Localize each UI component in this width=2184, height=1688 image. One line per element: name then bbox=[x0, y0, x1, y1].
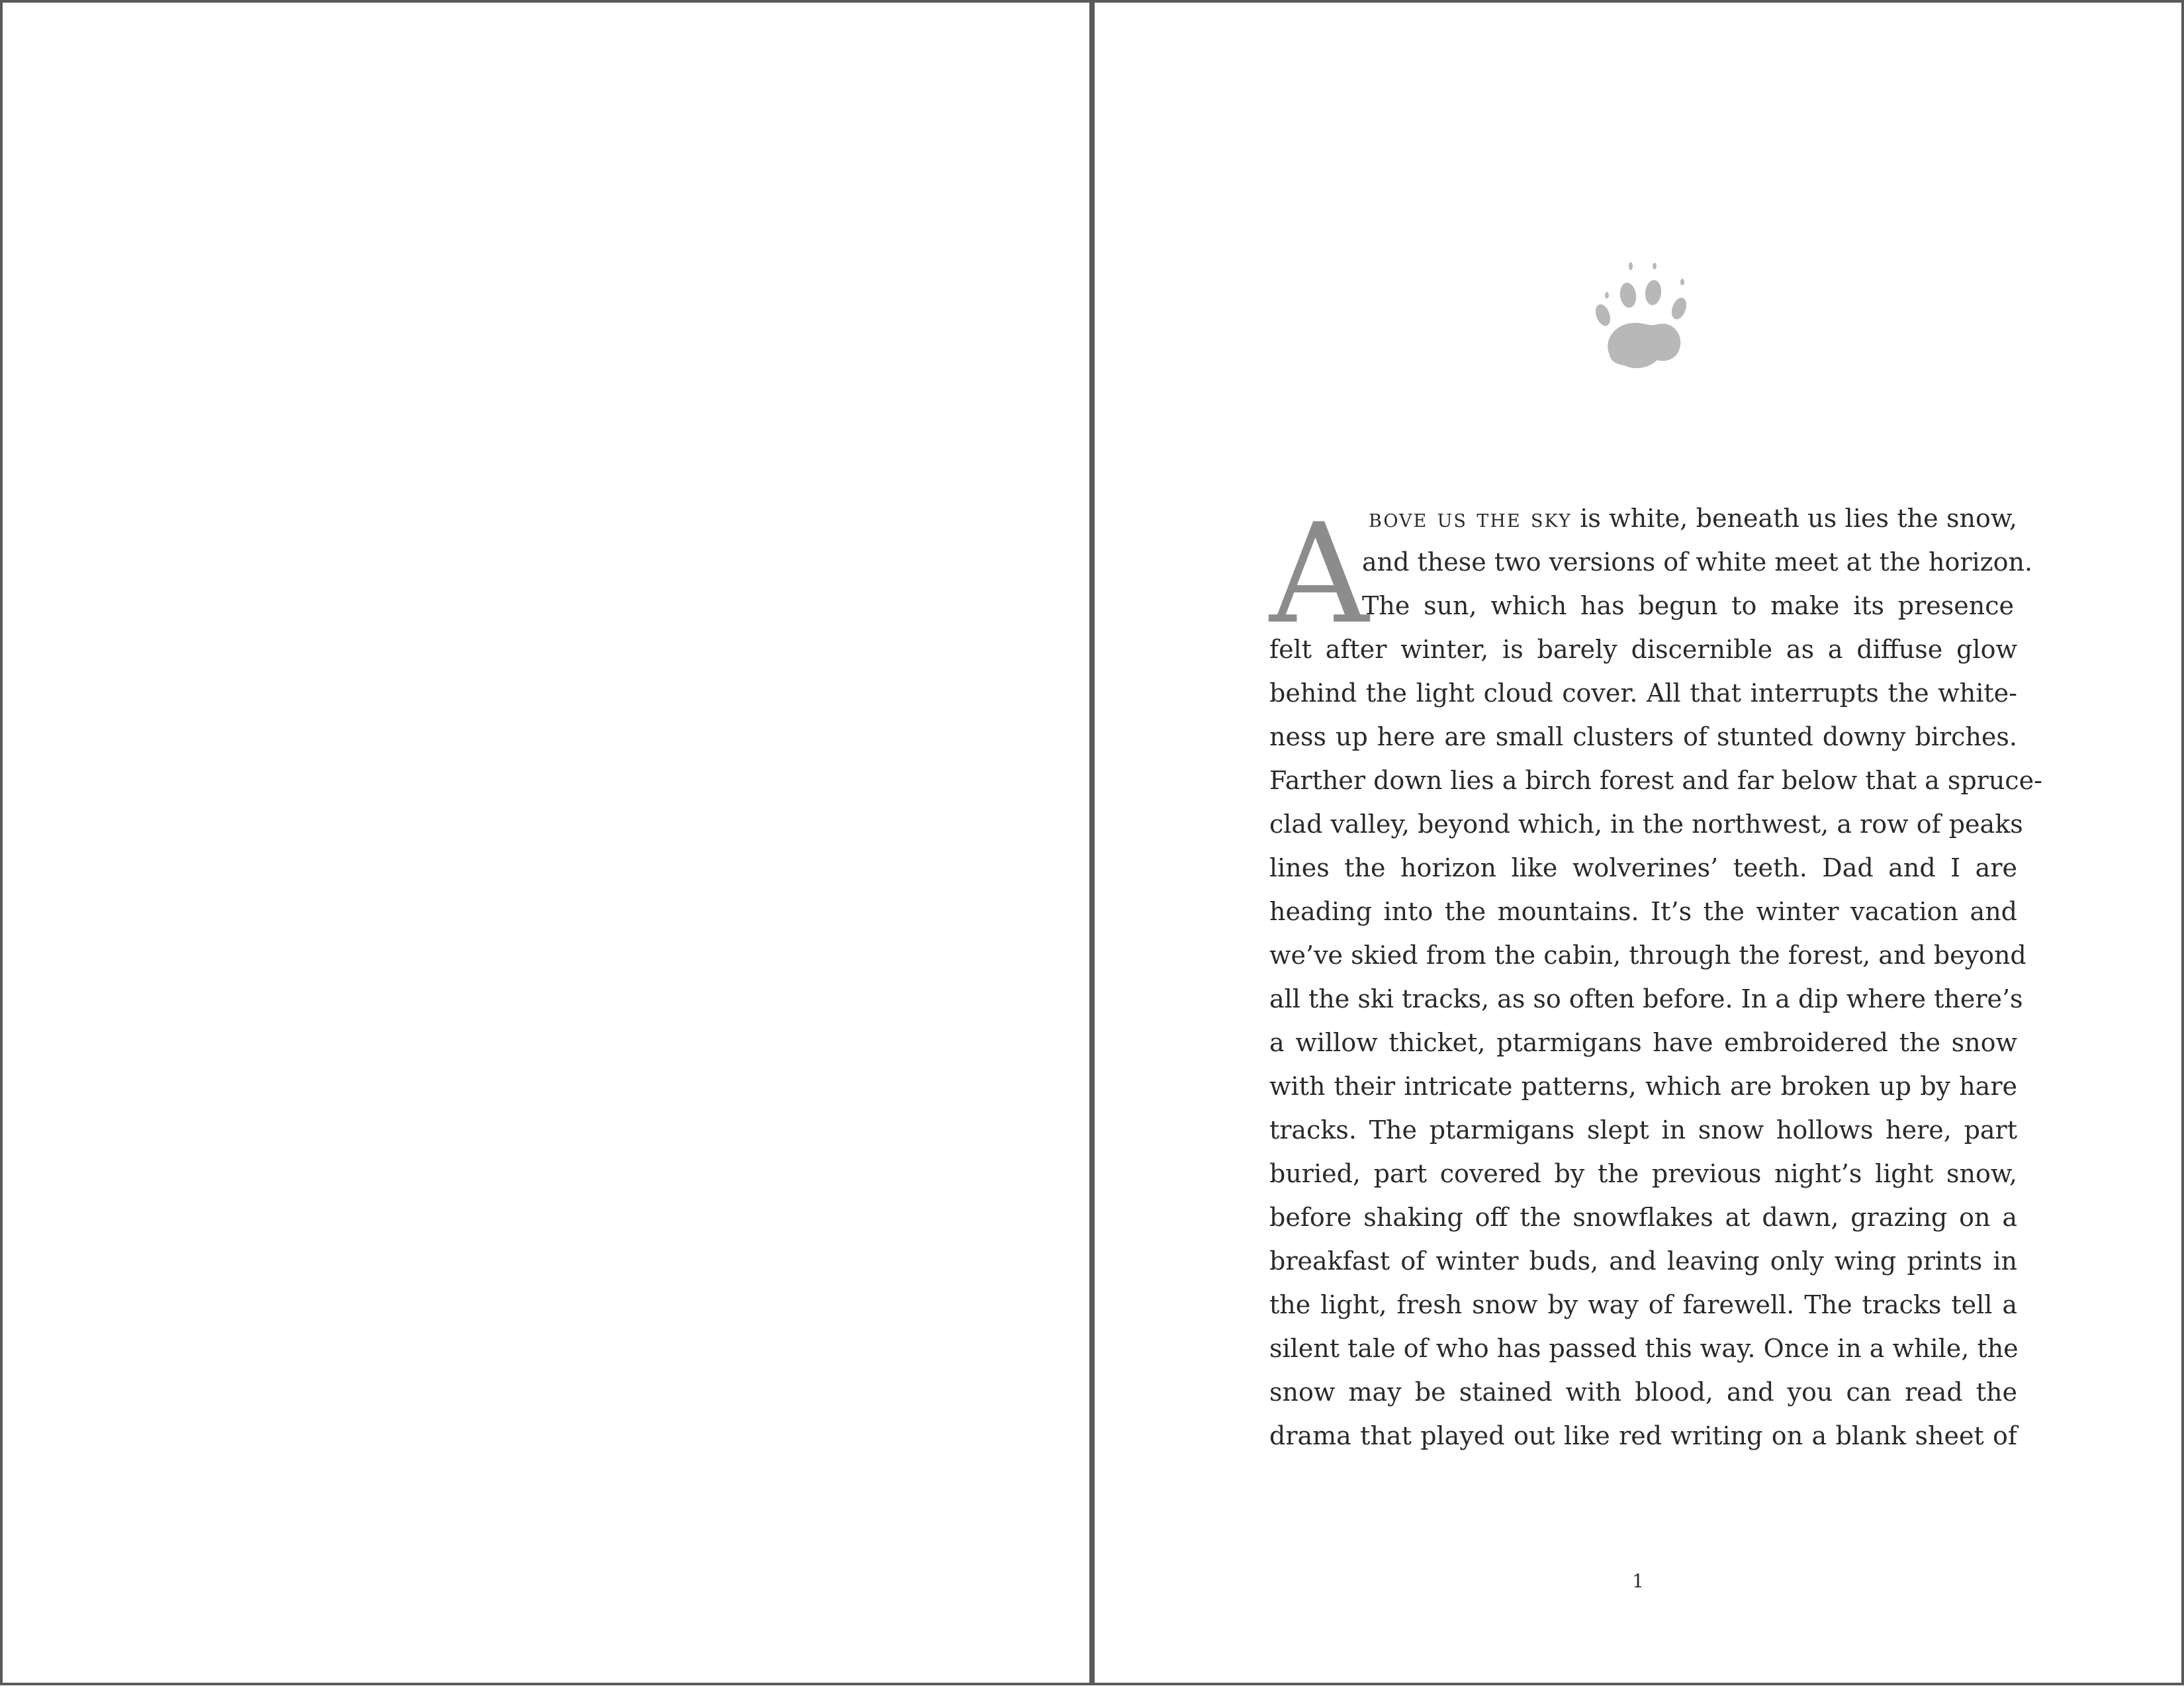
text-line: lines the horizon like wolverines’ teeth. Dad and I are bbox=[1269, 853, 2017, 882]
text-line: we’ve skied from the cabin, through the forest, and beyond bbox=[1269, 941, 2026, 970]
drop-cap: A bbox=[1269, 494, 1369, 655]
text-line: The sun, which has begun to make its presence bbox=[1362, 591, 2014, 620]
text-line: heading into the mountains. It’s the winter vacation and bbox=[1269, 897, 2017, 926]
right-page bbox=[1092, 0, 2184, 1685]
text-line: behind the light cloud cover. All that interrupts the white- bbox=[1269, 679, 2017, 708]
first-line-rest: is white, beneath us lies the snow, bbox=[1571, 504, 2017, 533]
text-line: felt after winter, is barely discernible as a diffuse glow bbox=[1269, 635, 2017, 664]
text-line: drama that played out like red writing on a blank sheet of bbox=[1269, 1421, 2017, 1450]
text-line: and these two versions of white meet at the horizon. bbox=[1362, 547, 2033, 577]
text-line-1 bbox=[1369, 506, 2017, 549]
paw-print-icon bbox=[1583, 254, 1709, 373]
text-line: clad valley, beyond which, in the northwest, a row of peaks bbox=[1269, 810, 2023, 839]
text-line: buried, part covered by the previous night’s light snow, bbox=[1269, 1159, 2017, 1188]
text-line: a willow thicket, ptarmigans have embroidered the snow bbox=[1269, 1028, 2017, 1057]
text-line: before shaking off the snowflakes at dawn, grazing on a bbox=[1269, 1203, 2017, 1232]
text-line: snow may be stained with blood, and you can read the bbox=[1269, 1378, 2017, 1407]
text-line: all the ski tracks, as so often before. In a dip where there’s bbox=[1269, 984, 2023, 1013]
text-line: the light, fresh snow by way of farewell. The tracks tell a bbox=[1269, 1290, 2017, 1319]
text-line: breakfast of winter buds, and leaving only wing prints in bbox=[1269, 1246, 2017, 1276]
text-line: with their intricate patterns, which are broken up by hare bbox=[1269, 1072, 2017, 1101]
text-line: silent tale of who has passed this way. Once in a while, the bbox=[1269, 1334, 2019, 1363]
lead-in: bove us the sky bbox=[1369, 504, 1572, 533]
text-line: Farther down lies a birch forest and far below that a spruce- bbox=[1269, 766, 2042, 795]
page-number: 1 bbox=[1632, 1570, 1644, 1592]
left-page bbox=[0, 0, 1092, 1685]
text-line: ness up here are small clusters of stunted downy birches. bbox=[1269, 722, 2017, 751]
text-line: tracks. The ptarmigans slept in snow hollows here, part bbox=[1269, 1115, 2017, 1145]
